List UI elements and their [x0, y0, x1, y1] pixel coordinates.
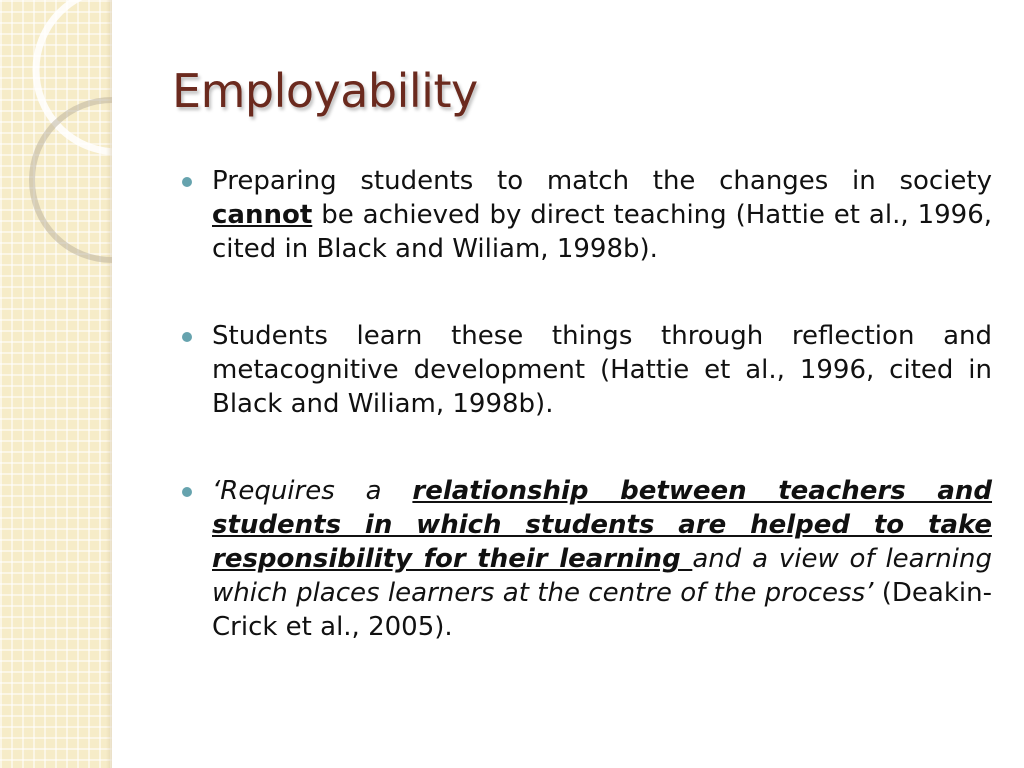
- bullet-3-quote-open: ‘Requires a: [212, 476, 413, 506]
- decorative-rings: [0, 0, 112, 768]
- bullet-item-2: [180, 319, 992, 421]
- slide-body: [180, 164, 992, 697]
- bullet-3-citation: (Deakin-Crick et al., 2005).: [212, 578, 992, 642]
- decorative-side-band: [0, 0, 112, 768]
- bullet-2-text: Students learn these things through reflection and metacognitive development (Hattie et al., 1996, cited in Black and Wiliam, 1998b).: [212, 321, 992, 419]
- bullet-1-text-end: be achieved by direct teaching (Hattie et al., 1996, cited in Black and Wiliam, 1998b).: [212, 200, 992, 264]
- bullet-dot-icon: [182, 332, 192, 342]
- bullet-1-text-start: Preparing students to match the changes in society: [212, 166, 992, 196]
- bullet-dot-icon: [182, 177, 192, 187]
- bullet-1-emphasis: cannot: [212, 200, 313, 230]
- bullet-item-1: [180, 164, 992, 266]
- bullet-3-emphasis: relationship between teachers and students in which students are helped to take responsibility for their learning: [212, 476, 993, 574]
- bullet-3-quote-rest: and a view of learning which places learners at the centre of the process’: [212, 544, 992, 608]
- bullet-item-3: [180, 474, 992, 644]
- bullet-dot-icon: [182, 487, 192, 497]
- slide-title: Employability: [172, 64, 478, 118]
